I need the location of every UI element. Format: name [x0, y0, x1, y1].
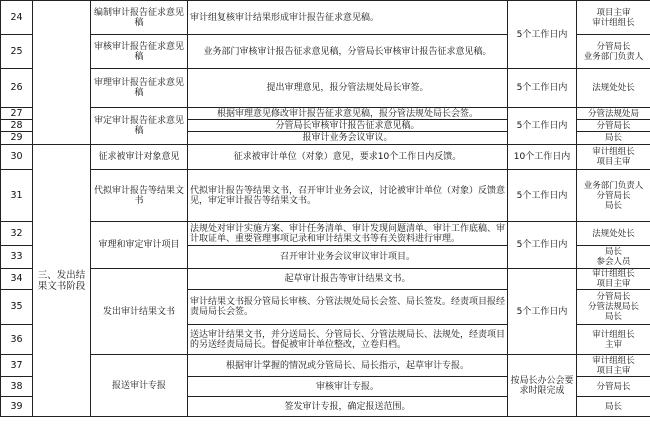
time-limit-cell: 5个工作日内: [508, 108, 577, 145]
responsible-text: 审计组组长 主审: [592, 329, 635, 350]
responsible-text: 分管局长 分管法规局长 局长: [587, 292, 639, 322]
responsible-cell: [577, 170, 650, 222]
table-row: [1, 69, 650, 108]
step-cell: 审定审计报告征求意见稿: [91, 108, 188, 145]
description-cell: 提出审理意见，报分管法规处局长审签。: [188, 69, 508, 108]
time-limit-cell: 5个工作日内: [508, 1, 577, 69]
table-row: [1, 170, 650, 222]
row-number: 26: [1, 69, 33, 108]
responsible-cell: 分管局长: [577, 377, 650, 397]
responsible-text: 项目主审 审计组组长: [592, 7, 635, 28]
responsible-cell: 局长: [577, 397, 650, 417]
description-cell: 起草审计报告等审计结果文书。: [188, 269, 508, 290]
responsible-cell: [577, 246, 650, 269]
table-row: [1, 355, 650, 377]
step-cell: 代拟审计报告等结果文书: [91, 170, 188, 222]
step-cell: 审理审计报告征求意见稿: [91, 69, 188, 108]
row-number: 32: [1, 222, 33, 246]
table-row: [1, 222, 650, 246]
description-cell: 签发审计专报，确定报送范围。: [188, 397, 508, 417]
time-limit-cell: 10个工作日内: [508, 145, 577, 170]
responsible-cell: 分管局长: [577, 120, 650, 132]
responsible-cell: 法规处处长: [577, 69, 650, 108]
responsible-cell: 分管法规处局: [577, 108, 650, 120]
row-number: 30: [1, 145, 33, 170]
stage-cell: 三、发出结果文书阶段: [33, 145, 91, 417]
description-cell: 法规处对审计实施方案、审计任务清单、审计发现问题清单、审计工作底稿、审计取证单、重要管理事项记录和审计结果文书等有关资料进行审理。: [188, 222, 508, 246]
responsible-cell: [577, 1, 650, 35]
responsible-cell: [577, 35, 650, 69]
responsible-text: 审计组组长 项目主审: [592, 269, 635, 289]
step-cell: 报送审计专报: [91, 355, 188, 417]
description-cell: 业务部门审核审计报告征求意见稿，分管局长审核审计报告征求意见稿。: [188, 35, 508, 69]
description-cell: 根据审理意见修改审计报告征求意见稿，报分管法规处局长会签。: [188, 108, 508, 120]
row-number: 28: [1, 120, 33, 132]
description-cell: 报审计业务会议审议。: [188, 132, 508, 145]
responsible-cell: [577, 325, 650, 355]
row-number: 36: [1, 325, 33, 355]
description-cell: 分管局长审核审计报告征求意见稿。: [188, 120, 508, 132]
stage-cell-blank: [33, 1, 91, 145]
time-limit-cell: 按局长办公会要求时限完成: [508, 355, 577, 417]
row-number: 34: [1, 269, 33, 290]
responsible-text: 局长 参会人员: [596, 247, 631, 267]
responsible-text: 审计组组长 项目主审: [592, 355, 635, 376]
row-number: 37: [1, 355, 33, 377]
step-cell: 审理和审定审计项目: [91, 222, 188, 269]
responsible-text: 分管局长 业务部门负责人: [583, 41, 644, 62]
row-number: 25: [1, 35, 33, 69]
description-cell: 送达审计结果文书，并分送局长、分管局长、分管法规局长、法规处，经责项目的另送经责局局长。督促被审计单位整改，立卷归档。: [188, 325, 508, 355]
description-cell: 代拟审计报告等结果文书，召开审计业务会议，讨论被审计单位（对象）反馈意见，审定审计报告等结果文书。: [188, 170, 508, 222]
step-cell: 编制审计报告征求意见稿: [91, 1, 188, 35]
description-cell: 审计结果文书报分管局长审核、分管法规处局长会签、局长签发。经责项目报经责局局长会签。: [188, 290, 508, 325]
table-row: [1, 145, 650, 170]
row-number: 24: [1, 1, 33, 35]
row-number: 35: [1, 290, 33, 325]
responsible-cell: [577, 145, 650, 170]
step-cell: 审核审计报告征求意见稿: [91, 35, 188, 69]
row-number: 31: [1, 170, 33, 222]
table-row: [1, 108, 650, 120]
responsible-text: 业务部门负责人 分管局长 局长: [583, 180, 644, 211]
row-number: 27: [1, 108, 33, 120]
time-limit-cell: 5个工作日内: [508, 69, 577, 108]
row-number: 39: [1, 397, 33, 417]
description-cell: 根据审计掌握的情况或分管局长、局长指示，起草审计专报。: [188, 355, 508, 377]
row-number: 33: [1, 246, 33, 269]
description-cell: 召开审计业务会议审议审计项目。: [188, 246, 508, 269]
table-row: [1, 269, 650, 290]
step-cell: 发出审计结果文书: [91, 269, 188, 355]
time-limit-cell: 5个工作日内: [508, 222, 577, 269]
responsible-cell: [577, 269, 650, 290]
time-limit-cell: 5个工作日内: [508, 269, 577, 355]
row-number: 38: [1, 377, 33, 397]
responsible-cell: [577, 290, 650, 325]
description-cell: 审核审计专报。: [188, 377, 508, 397]
responsible-cell: 局长: [577, 132, 650, 145]
description-cell: 审计组复核审计结果形成审计报告征求意见稿。: [188, 1, 508, 35]
time-limit-cell: 5个工作日内: [508, 170, 577, 222]
responsible-text: 审计组组长 项目主审: [592, 147, 635, 167]
table-row: [1, 1, 650, 35]
step-cell: 征求被审计对象意见: [91, 145, 188, 170]
description-cell: 征求被审计单位（对象）意见，要求10个工作日内反馈。: [188, 145, 508, 170]
responsible-cell: [577, 355, 650, 377]
row-number: 29: [1, 132, 33, 145]
responsible-cell: 法规处处长: [577, 222, 650, 246]
